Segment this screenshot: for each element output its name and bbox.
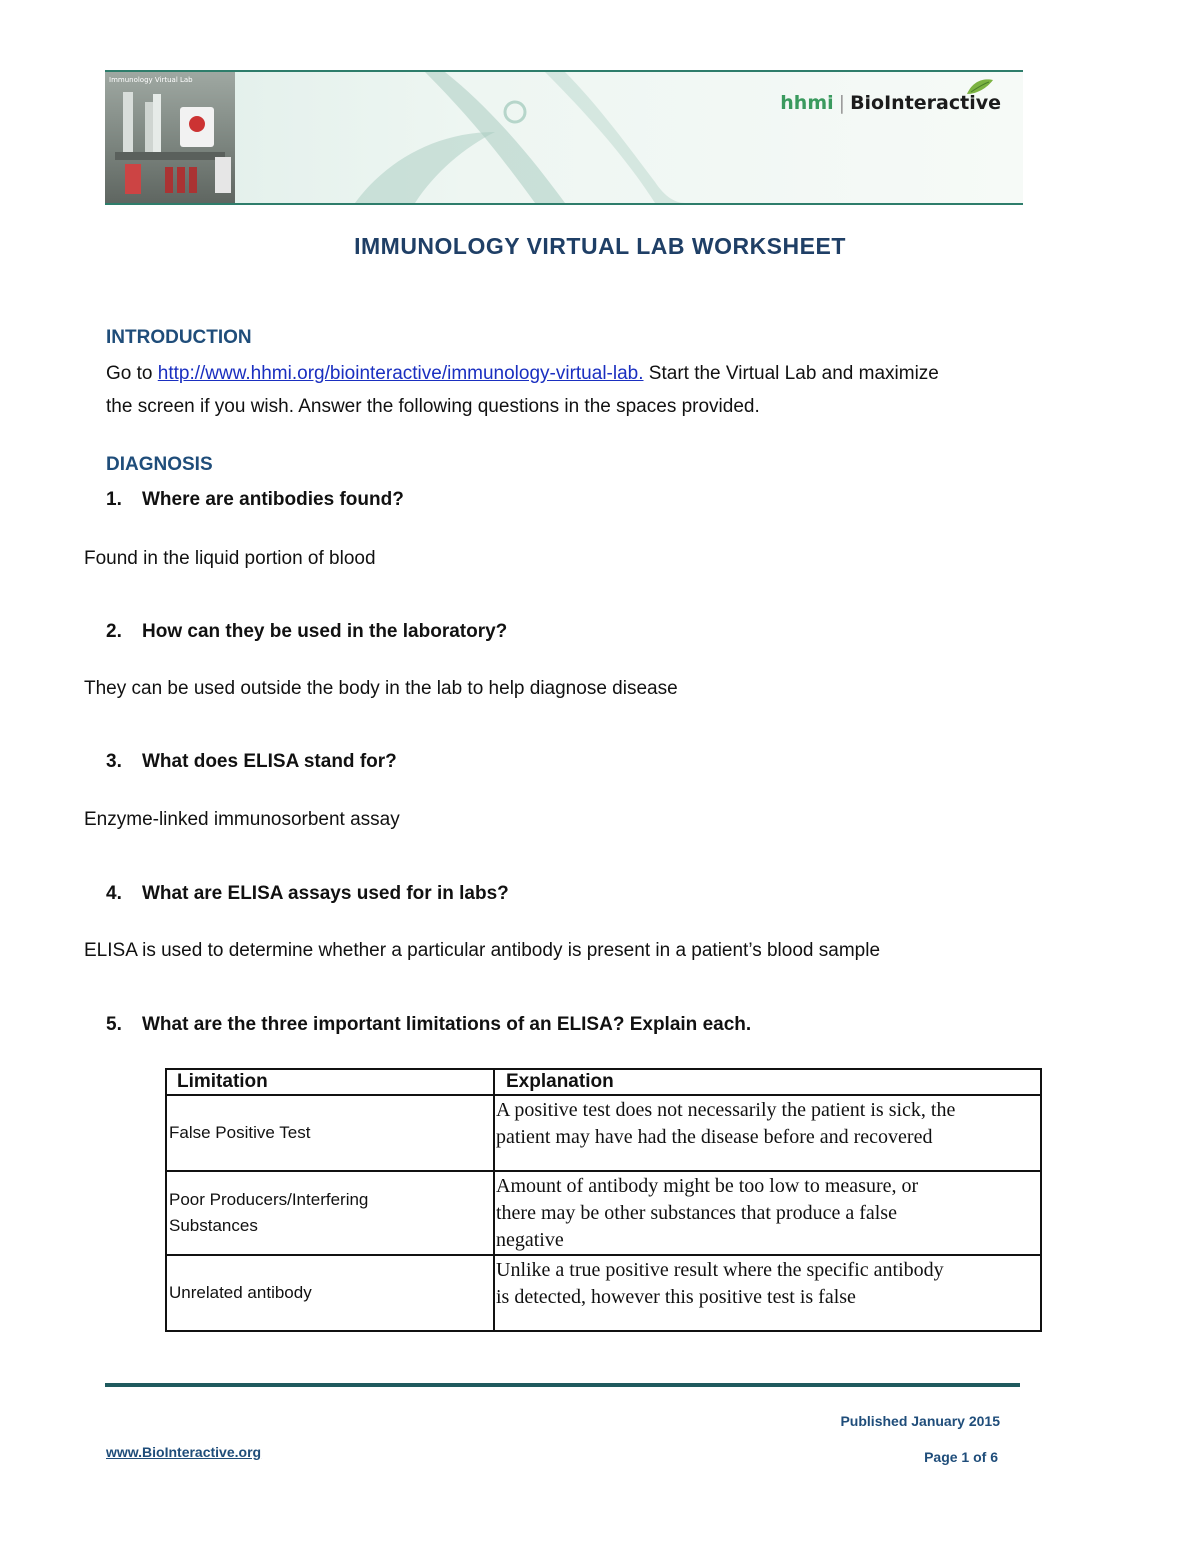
answer-4: ELISA is used to determine whether a particular antibody is present in a patient’s blood sample bbox=[84, 940, 881, 961]
intro-line2: the screen if you wish. Answer the following questions in the spaces provided. bbox=[106, 396, 760, 417]
table-row bbox=[166, 1171, 1041, 1255]
question-number: 2. bbox=[106, 621, 122, 642]
answer-2: They can be used outside the body in the lab to help diagnose disease bbox=[84, 678, 678, 699]
virtual-lab-link[interactable]: http://www.hhmi.org/biointeractive/immunology-virtual-lab. bbox=[157, 363, 644, 384]
question-number: 5. bbox=[106, 1014, 122, 1035]
brand-name: BioInteractive bbox=[850, 92, 1001, 114]
footer-divider bbox=[105, 1383, 1020, 1387]
limitation-line: Substances bbox=[169, 1216, 258, 1235]
explanation-line: there may be other substances that produce a false bbox=[496, 1202, 897, 1224]
question-2 bbox=[106, 621, 507, 643]
question-number: 1. bbox=[106, 489, 122, 510]
answer-3: Enzyme-linked immunosorbent assay bbox=[84, 809, 400, 830]
explanation-cell bbox=[494, 1255, 1041, 1331]
brand-logo bbox=[780, 92, 1001, 114]
intro-line1-rest: Start the Virtual Lab and maximize bbox=[643, 363, 939, 384]
introduction-heading: INTRODUCTION bbox=[106, 327, 252, 348]
question-1 bbox=[106, 489, 404, 511]
lab-equipment-image bbox=[105, 72, 235, 203]
question-number: 4. bbox=[106, 883, 122, 904]
question-text: What does ELISA stand for? bbox=[142, 751, 397, 772]
explanation-line: patient may have had the disease before and recovered bbox=[496, 1126, 933, 1148]
decorative-swirl bbox=[235, 72, 795, 203]
explanation-cell bbox=[494, 1171, 1041, 1255]
table-row bbox=[166, 1095, 1041, 1171]
table-header-row bbox=[166, 1069, 1041, 1095]
limitation-cell: False Positive Test bbox=[166, 1095, 494, 1171]
header-banner bbox=[105, 70, 1023, 205]
photo-caption: Immunology Virtual Lab bbox=[109, 76, 193, 84]
limitation-line: Poor Producers/Interfering bbox=[169, 1190, 369, 1209]
answer-1: Found in the liquid portion of blood bbox=[84, 548, 376, 569]
page-title: IMMUNOLOGY VIRTUAL LAB WORKSHEET bbox=[354, 233, 846, 259]
question-text: What are the three important limitations of an ELISA? Explain each. bbox=[142, 1014, 752, 1035]
limitation-cell bbox=[166, 1171, 494, 1255]
explanation-line: Amount of antibody might be too low to measure, or bbox=[496, 1175, 919, 1197]
page-number: Page 1 of 6 bbox=[924, 1449, 998, 1465]
question-text: What are ELISA assays used for in labs? bbox=[142, 883, 509, 904]
explanation-line: negative bbox=[496, 1229, 564, 1251]
question-5 bbox=[106, 1014, 751, 1036]
brand-hhmi: hhmi bbox=[780, 92, 834, 114]
explanation-line: Unlike a true positive result where the specific antibody bbox=[496, 1259, 944, 1281]
limitation-cell: Unrelated antibody bbox=[166, 1255, 494, 1331]
table-row bbox=[166, 1255, 1041, 1331]
question-4 bbox=[106, 883, 509, 905]
introduction-text bbox=[106, 357, 1106, 423]
lab-equipment-illustration bbox=[105, 72, 235, 203]
header-limitation: Limitation bbox=[166, 1069, 494, 1095]
intro-prefix: Go to bbox=[106, 363, 158, 384]
explanation-line: is detected, however this positive test is false bbox=[496, 1286, 856, 1308]
explanation-cell bbox=[494, 1095, 1041, 1171]
diagnosis-heading: DIAGNOSIS bbox=[106, 454, 213, 475]
header-explanation: Explanation bbox=[494, 1069, 1041, 1095]
limitations-table bbox=[165, 1068, 1042, 1332]
question-3 bbox=[106, 751, 397, 773]
question-text: How can they be used in the laboratory? bbox=[142, 621, 508, 642]
brand-separator: | bbox=[838, 92, 846, 114]
published-date: Published January 2015 bbox=[840, 1413, 1000, 1429]
explanation-line: A positive test does not necessarily the patient is sick, the bbox=[496, 1099, 956, 1121]
website-link[interactable]: www.BioInteractive.org bbox=[106, 1444, 262, 1460]
question-number: 3. bbox=[106, 751, 122, 772]
question-text: Where are antibodies found? bbox=[142, 489, 404, 510]
